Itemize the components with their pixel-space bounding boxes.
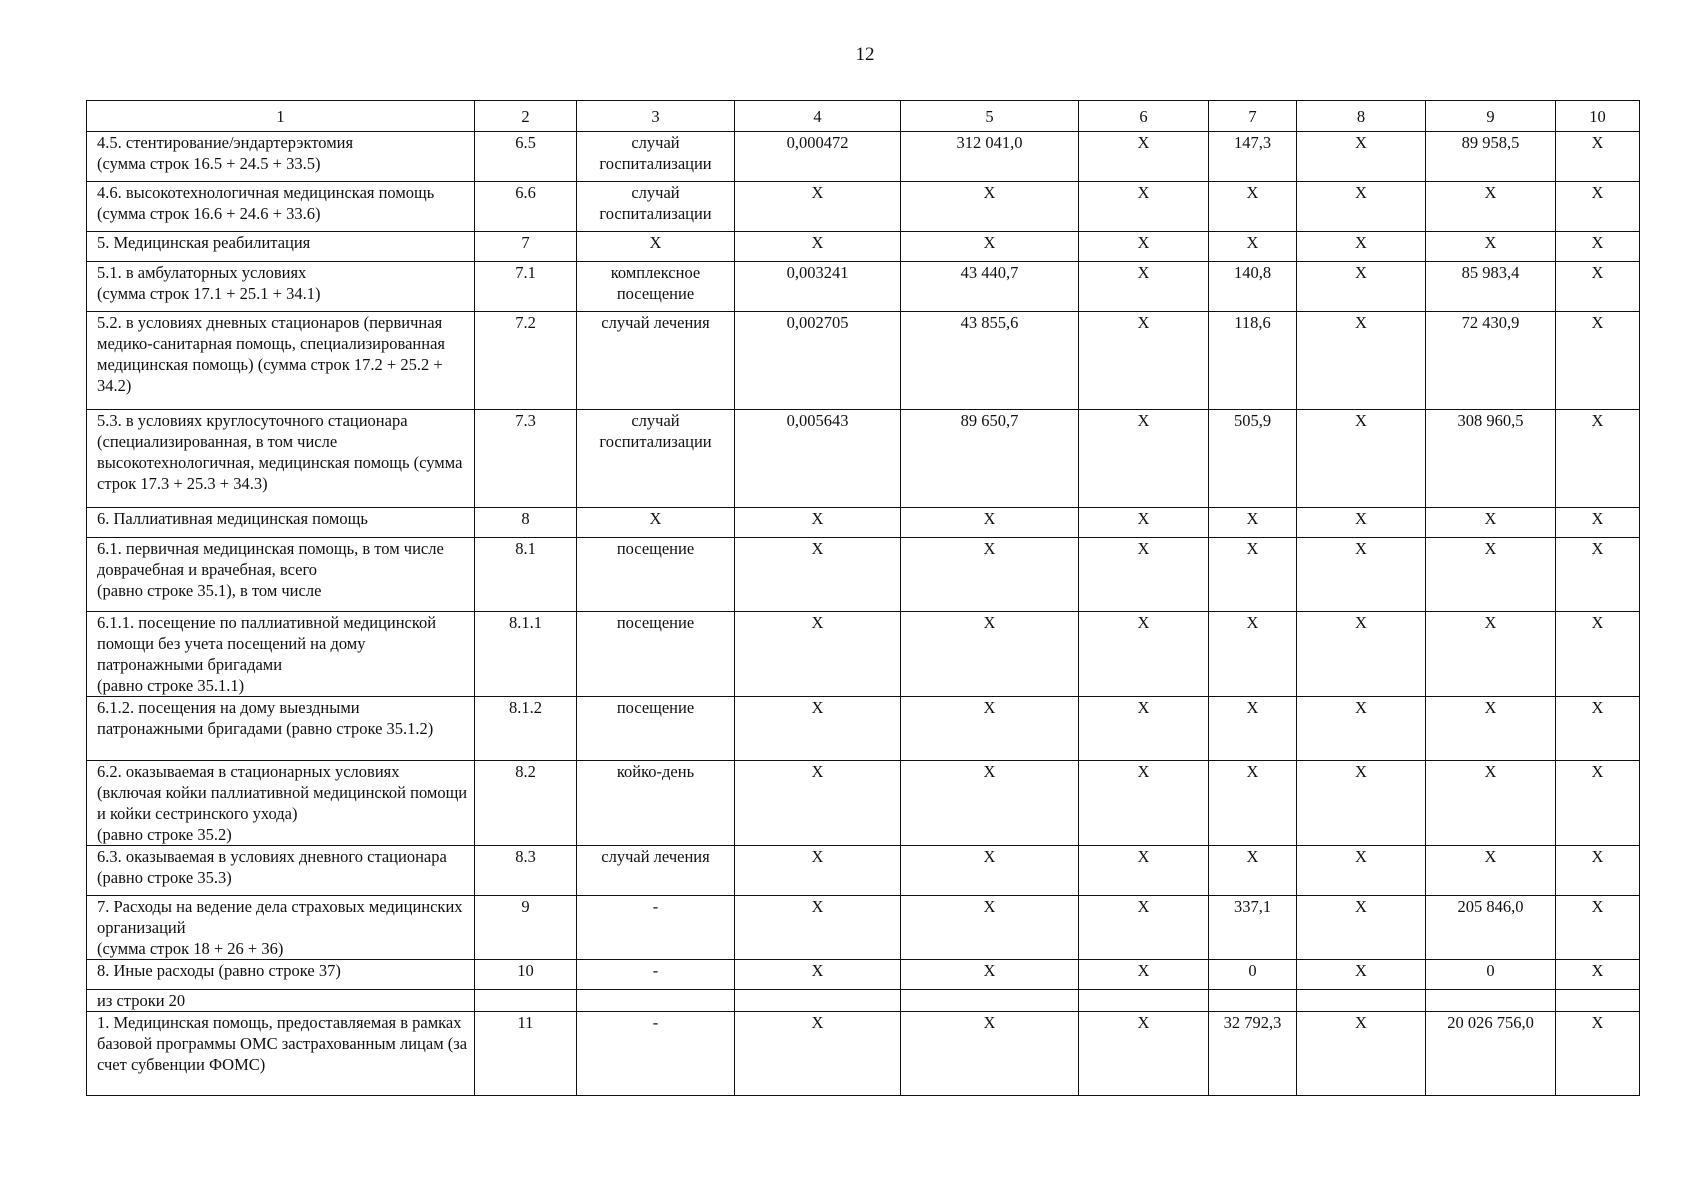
table-cell (1297, 990, 1426, 1012)
table-cell: X (1209, 612, 1297, 697)
table-body (87, 101, 1640, 1096)
row-name-cell: 4.5. стентирование/эндартерэктомия (сумма строк 16.5 + 24.5 + 33.5) (87, 132, 475, 182)
table-cell: X (1209, 508, 1297, 538)
table-cell: 9 (475, 896, 577, 960)
table-cell: 312 041,0 (901, 132, 1079, 182)
table-cell: X (1297, 508, 1426, 538)
table-cell: случай лечения (577, 846, 735, 896)
table-cell: X (1297, 697, 1426, 761)
table-cell: X (1297, 182, 1426, 232)
row-name-cell: 8. Иные расходы (равно строке 37) (87, 960, 475, 990)
table-cell: X (1079, 960, 1209, 990)
table-cell: 10 (475, 960, 577, 990)
table-cell: X (1079, 612, 1209, 697)
table-row (87, 612, 1640, 697)
row-name-cell: 5. Медицинская реабилитация (87, 232, 475, 262)
table-cell: X (1556, 232, 1640, 262)
header-cell: 6 (1079, 101, 1209, 132)
table-cell (1079, 990, 1209, 1012)
table-cell: X (1556, 960, 1640, 990)
table-cell: X (1079, 538, 1209, 612)
table-cell: X (1297, 312, 1426, 410)
table-cell: 0,002705 (735, 312, 901, 410)
table-cell: - (577, 960, 735, 990)
report-table (86, 100, 1640, 1096)
table-cell: X (577, 508, 735, 538)
table-cell: X (1297, 846, 1426, 896)
table-cell: X (1209, 182, 1297, 232)
table-cell: X (1079, 312, 1209, 410)
header-row (87, 101, 1640, 132)
table-cell: 89 650,7 (901, 410, 1079, 508)
table-cell: X (735, 896, 901, 960)
table-row (87, 697, 1640, 761)
table-cell: 89 958,5 (1426, 132, 1556, 182)
table-cell: 205 846,0 (1426, 896, 1556, 960)
table-cell: X (735, 960, 901, 990)
table-cell: 85 983,4 (1426, 262, 1556, 312)
table-cell: 0,003241 (735, 262, 901, 312)
table-cell: X (577, 232, 735, 262)
table-cell: X (735, 182, 901, 232)
table-cell: 337,1 (1209, 896, 1297, 960)
subheading-cell: из строки 20 (87, 990, 475, 1012)
table-cell (1556, 990, 1640, 1012)
table-cell: X (1079, 262, 1209, 312)
table-row (87, 182, 1640, 232)
table-cell: случай госпитализации (577, 410, 735, 508)
table-cell: 0,000472 (735, 132, 901, 182)
table-cell: 8 (475, 508, 577, 538)
table-cell: X (1426, 697, 1556, 761)
table-cell: 32 792,3 (1209, 1012, 1297, 1096)
header-cell: 8 (1297, 101, 1426, 132)
table-cell: 43 440,7 (901, 262, 1079, 312)
header-cell: 2 (475, 101, 577, 132)
row-name-cell: 6.1.2. посещения на дому выездными патронажными бригадами (равно строке 35.1.2) (87, 697, 475, 761)
header-cell: 7 (1209, 101, 1297, 132)
table-cell: 7.3 (475, 410, 577, 508)
table-cell: 8.1.2 (475, 697, 577, 761)
table-cell (735, 990, 901, 1012)
table-cell: X (1556, 761, 1640, 846)
table-cell: посещение (577, 697, 735, 761)
table-row (87, 132, 1640, 182)
table-cell: X (1556, 312, 1640, 410)
table-cell: X (735, 612, 901, 697)
table-cell: X (1556, 697, 1640, 761)
table-cell (901, 990, 1079, 1012)
table-cell: X (1079, 761, 1209, 846)
table-cell: случай лечения (577, 312, 735, 410)
table-cell: 20 026 756,0 (1426, 1012, 1556, 1096)
table-cell: X (1426, 612, 1556, 697)
header-cell: 10 (1556, 101, 1640, 132)
table-row (87, 896, 1640, 960)
table-cell: X (901, 960, 1079, 990)
table-cell: 0 (1426, 960, 1556, 990)
table-cell (1209, 990, 1297, 1012)
row-name-cell: 6.1. первичная медицинская помощь, в том числе доврачебная и врачебная, всего (равно строке 35.1), в том числе (87, 538, 475, 612)
table-cell: 118,6 (1209, 312, 1297, 410)
table-cell (1426, 990, 1556, 1012)
table-cell: X (1079, 508, 1209, 538)
table-cell: X (1079, 410, 1209, 508)
table-cell: X (1556, 410, 1640, 508)
table-row (87, 960, 1640, 990)
table-row (87, 232, 1640, 262)
table-cell: X (1079, 697, 1209, 761)
table-cell: X (1209, 538, 1297, 612)
row-name-cell: 7. Расходы на ведение дела страховых медицинских организаций (сумма строк 18 + 26 + 36) (87, 896, 475, 960)
table-cell: X (901, 612, 1079, 697)
table-cell: X (1297, 612, 1426, 697)
table-cell: X (735, 232, 901, 262)
table-cell: X (1556, 612, 1640, 697)
table-cell: 8.1.1 (475, 612, 577, 697)
table-cell: случай госпитализации (577, 182, 735, 232)
table-cell: 140,8 (1209, 262, 1297, 312)
table-row (87, 508, 1640, 538)
table-cell: X (901, 182, 1079, 232)
table-cell: X (1426, 846, 1556, 896)
row-name-cell: 4.6. высокотехнологичная медицинская помощь (сумма строк 16.6 + 24.6 + 33.6) (87, 182, 475, 232)
row-name-cell: 1. Медицинская помощь, предоставляемая в рамках базовой программы ОМС застрахованным лицам (за счет субвенции ФОМС) (87, 1012, 475, 1096)
table-cell: X (1426, 761, 1556, 846)
table-cell (577, 990, 735, 1012)
table-cell: X (735, 1012, 901, 1096)
table-row (87, 1012, 1640, 1096)
table-cell: X (1079, 846, 1209, 896)
table-cell: X (1297, 1012, 1426, 1096)
table-cell: X (735, 761, 901, 846)
row-name-cell: 6.1.1. посещение по паллиативной медицинской помощи без учета посещений на дому патронажными бригадами (равно строке 35.1.1) (87, 612, 475, 697)
table-cell: X (1556, 508, 1640, 538)
table-cell: X (901, 896, 1079, 960)
row-name-cell: 6.3. оказываемая в условиях дневного стационара (равно строке 35.3) (87, 846, 475, 896)
row-name-cell: 5.3. в условиях круглосуточного стационара (специализированная, в том числе высокотехнологичная, медицинская помощь (сумма строк 17.3 + 25.3 + 34.3) (87, 410, 475, 508)
table-cell: 147,3 (1209, 132, 1297, 182)
table-cell: 72 430,9 (1426, 312, 1556, 410)
table-cell: X (1426, 508, 1556, 538)
table-cell: X (735, 508, 901, 538)
table-row (87, 846, 1640, 896)
table-cell: X (1297, 960, 1426, 990)
header-cell: 1 (87, 101, 475, 132)
table-cell: X (1297, 538, 1426, 612)
row-name-cell: 6. Паллиативная медицинская помощь (87, 508, 475, 538)
table-cell: X (1209, 761, 1297, 846)
table-cell: X (1079, 132, 1209, 182)
page-number: 12 (855, 44, 875, 65)
table-cell: X (1556, 1012, 1640, 1096)
table-cell: X (1426, 232, 1556, 262)
table-cell: 6.6 (475, 182, 577, 232)
table-cell: X (1556, 538, 1640, 612)
table-cell: X (1079, 182, 1209, 232)
table-cell: 11 (475, 1012, 577, 1096)
table-cell: посещение (577, 538, 735, 612)
table-cell: 7.1 (475, 262, 577, 312)
table-cell: X (901, 232, 1079, 262)
table-cell: 0 (1209, 960, 1297, 990)
table-cell: X (1079, 896, 1209, 960)
table-cell: X (1556, 846, 1640, 896)
table-cell: 7.2 (475, 312, 577, 410)
table-cell: посещение (577, 612, 735, 697)
table-cell: X (1297, 410, 1426, 508)
table-cell (475, 990, 577, 1012)
table-row (87, 262, 1640, 312)
table-cell: X (1426, 538, 1556, 612)
header-cell: 9 (1426, 101, 1556, 132)
table-cell: X (1209, 846, 1297, 896)
table-cell: X (901, 697, 1079, 761)
header-cell: 3 (577, 101, 735, 132)
table-cell: X (1079, 232, 1209, 262)
table-cell: X (1297, 896, 1426, 960)
table-cell: койко-день (577, 761, 735, 846)
table-cell: комплексное посещение (577, 262, 735, 312)
table-cell: 8.2 (475, 761, 577, 846)
table-cell: 7 (475, 232, 577, 262)
table-row (87, 538, 1640, 612)
table-cell: 0,005643 (735, 410, 901, 508)
table-cell: X (1426, 182, 1556, 232)
table-cell: X (1556, 262, 1640, 312)
table-cell: X (1556, 896, 1640, 960)
table-cell: X (901, 1012, 1079, 1096)
table-cell: 8.3 (475, 846, 577, 896)
table-cell: 505,9 (1209, 410, 1297, 508)
row-name-cell: 5.1. в амбулаторных условиях (сумма строк 17.1 + 25.1 + 34.1) (87, 262, 475, 312)
table-cell: - (577, 1012, 735, 1096)
header-cell: 4 (735, 101, 901, 132)
table-cell: X (1209, 697, 1297, 761)
row-name-cell: 5.2. в условиях дневных стационаров (первичная медико-санитарная помощь, специализированная медицинская помощь) (сумма строк 17.2 + 25.2 + 34.2) (87, 312, 475, 410)
table-cell: X (1079, 1012, 1209, 1096)
table-row (87, 312, 1640, 410)
table-cell: X (901, 538, 1079, 612)
table-cell: X (1297, 761, 1426, 846)
table-cell: X (1556, 132, 1640, 182)
table-cell: X (1209, 232, 1297, 262)
table-cell: 43 855,6 (901, 312, 1079, 410)
table-cell: случай госпитализации (577, 132, 735, 182)
table-row (87, 761, 1640, 846)
table-cell: X (1297, 132, 1426, 182)
table-cell: 8.1 (475, 538, 577, 612)
table-cell: X (901, 846, 1079, 896)
table-cell: X (901, 508, 1079, 538)
table-cell: - (577, 896, 735, 960)
table-cell: X (1297, 232, 1426, 262)
table-cell: X (1556, 182, 1640, 232)
table-cell: 308 960,5 (1426, 410, 1556, 508)
table-cell: X (1297, 262, 1426, 312)
table-cell: X (735, 697, 901, 761)
table-cell: X (735, 846, 901, 896)
table-cell: X (901, 761, 1079, 846)
subheading-row (87, 990, 1640, 1012)
table-cell: 6.5 (475, 132, 577, 182)
table-cell: X (735, 538, 901, 612)
header-cell: 5 (901, 101, 1079, 132)
row-name-cell: 6.2. оказываемая в стационарных условиях (включая койки паллиативной медицинской помощи и койки сестринского ухода) (равно строке 35.2) (87, 761, 475, 846)
table-row (87, 410, 1640, 508)
